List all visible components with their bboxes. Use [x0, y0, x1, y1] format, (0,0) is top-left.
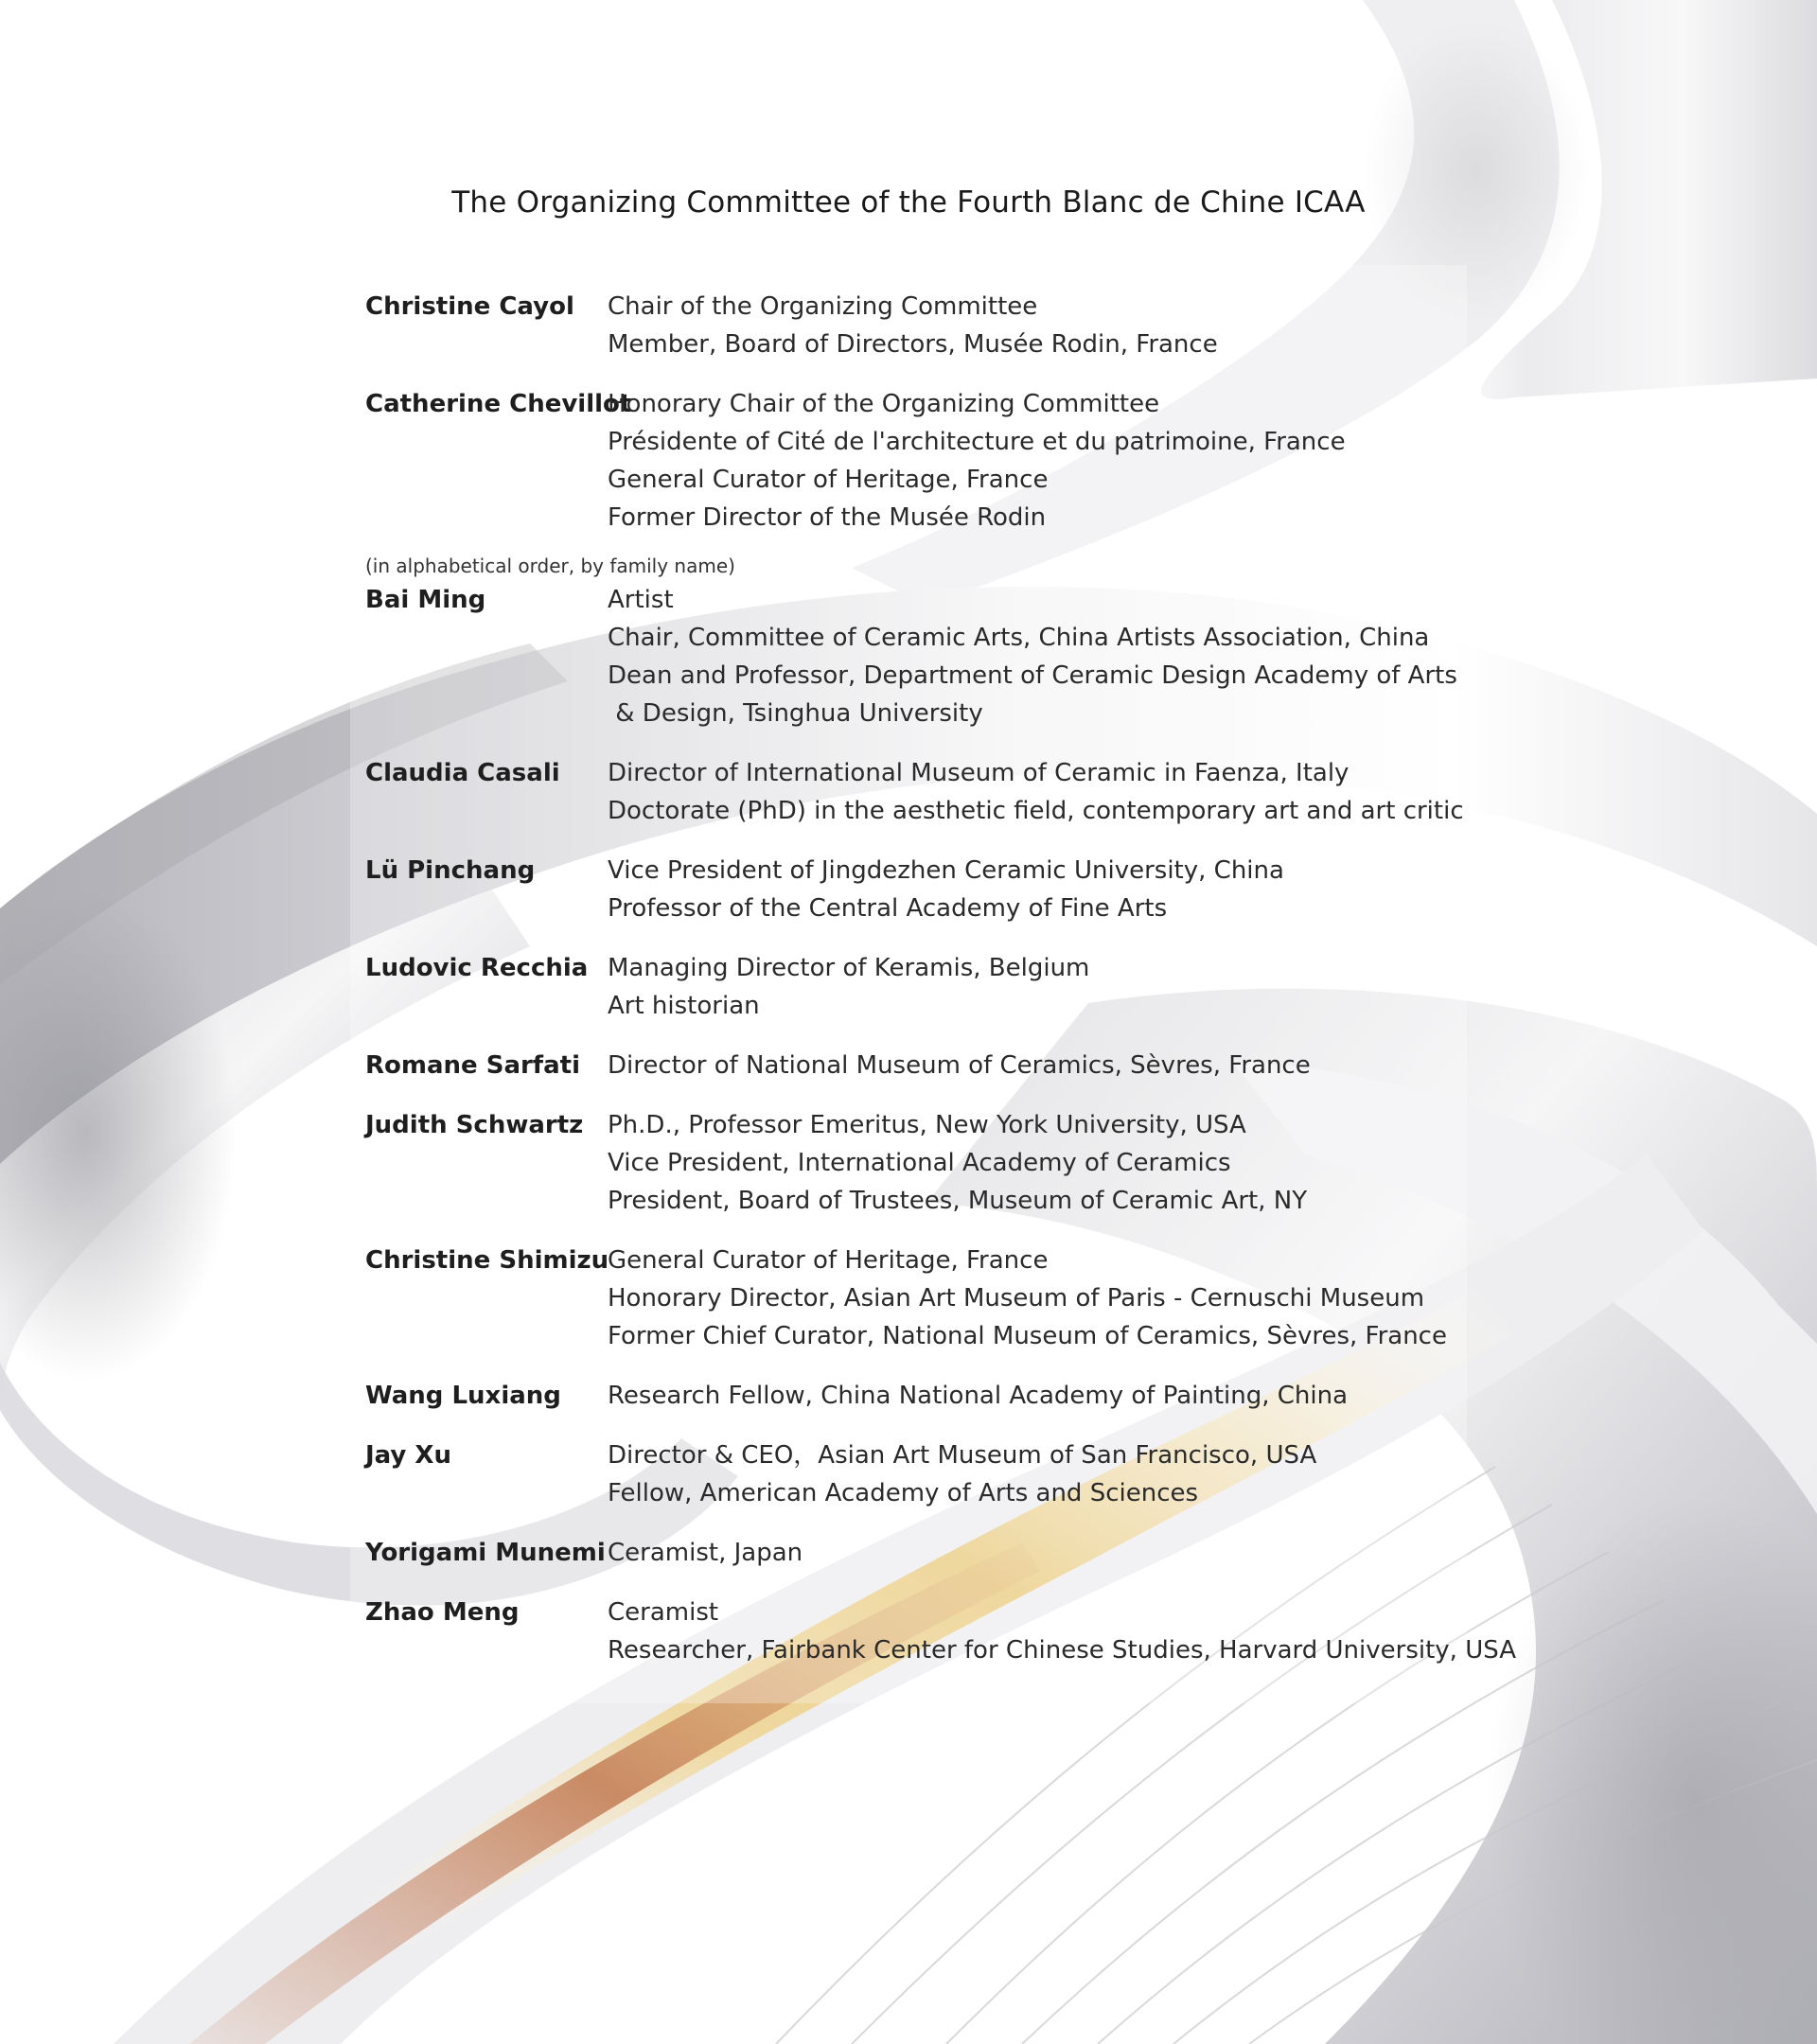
- member-roles: [608, 1242, 1539, 1355]
- member-role: Chair of the Organizing Committee: [608, 292, 1038, 321]
- page-title: The Organizing Committee of the Fourth Blanc de Chine ICAA: [451, 185, 1366, 220]
- member-role: Former Chief Curator, National Museum of Ceramics, Sèvres, France: [608, 1322, 1447, 1350]
- member-name: Zhao Meng: [365, 1598, 520, 1627]
- committee-entry-romane-sarfati: [365, 1047, 1539, 1084]
- member-name: Wang Luxiang: [365, 1382, 561, 1410]
- committee-entry-yorigami-munemi: [365, 1534, 1539, 1572]
- member-role: & Design, Tsinghua University: [608, 699, 983, 728]
- member-role: Managing Director of Keramis, Belgium: [608, 954, 1090, 982]
- committee-entry-jay-xu: [365, 1436, 1539, 1512]
- member-name: Christine Shimizu: [365, 1246, 609, 1275]
- member-name: Christine Cayol: [365, 292, 574, 321]
- member-roles: [608, 288, 1539, 363]
- member-name: Romane Sarfati: [365, 1051, 581, 1080]
- member-role: Dean and Professor, Department of Ceramic Design Academy of Arts: [608, 661, 1457, 690]
- committee-entry-bai-ming: [365, 581, 1539, 732]
- member-name: Yorigami Munemi: [365, 1539, 606, 1567]
- member-role: Ceramist, Japan: [608, 1539, 803, 1567]
- member-role: Artist: [608, 586, 674, 614]
- member-role: Fellow, American Academy of Arts and Sciences: [608, 1479, 1199, 1507]
- member-role: Director of International Museum of Ceramic in Faenza, Italy: [608, 759, 1350, 787]
- member-role: Doctorate (PhD) in the aesthetic field, contemporary art and art critic: [608, 797, 1464, 825]
- committee-entry-wang-luxiang: [365, 1377, 1539, 1415]
- member-role: Director & CEO，Asian Art Museum of San Francisco, USA: [608, 1441, 1317, 1470]
- member-role: Présidente of Cité de l'architecture et du patrimoine, France: [608, 428, 1346, 456]
- member-roles: [608, 1106, 1539, 1220]
- member-role: Art historian: [608, 992, 760, 1020]
- member-role: Honorary Chair of the Organizing Committee: [608, 390, 1160, 418]
- member-roles: [608, 385, 1539, 537]
- member-roles: [608, 581, 1539, 732]
- committee-entry-catherine-chevillot: [365, 385, 1539, 537]
- member-roles: [608, 1436, 1539, 1512]
- committee-entry-judith-schwartz: [365, 1106, 1539, 1220]
- committee-entry-zhao-meng: [365, 1594, 1539, 1669]
- member-name: Bai Ming: [365, 586, 486, 614]
- member-name: Lü Pinchang: [365, 856, 536, 885]
- member-role: Honorary Director, Asian Art Museum of Paris - Cernuschi Museum: [608, 1284, 1425, 1313]
- member-roles: [608, 852, 1539, 927]
- member-role: Vice President of Jingdezhen Ceramic University, China: [608, 856, 1284, 885]
- member-roles: [608, 754, 1539, 830]
- member-roles: [608, 1594, 1539, 1669]
- committee-entry-claudia-casali: [365, 754, 1539, 830]
- committee-entry-christine-cayol: [365, 288, 1539, 363]
- committee-list: [365, 288, 1539, 1691]
- ordering-note: (in alphabetical order, by family name): [365, 555, 735, 577]
- member-name: Catherine Chevillot: [365, 390, 632, 418]
- committee-entry-lu-pinchang: [365, 852, 1539, 927]
- member-role: Ceramist: [608, 1598, 719, 1627]
- member-role: Chair, Committee of Ceramic Arts, China Artists Association, China: [608, 624, 1430, 652]
- member-role: Former Director of the Musée Rodin: [608, 503, 1047, 532]
- member-role: General Curator of Heritage, France: [608, 466, 1049, 494]
- member-role: President, Board of Trustees, Museum of Ceramic Art, NY: [608, 1187, 1308, 1215]
- member-role: Professor of the Central Academy of Fine Arts: [608, 894, 1168, 923]
- member-role: Director of National Museum of Ceramics, Sèvres, France: [608, 1051, 1311, 1080]
- committee-entry-christine-shimizu: [365, 1242, 1539, 1355]
- member-role: Member, Board of Directors, Musée Rodin, France: [608, 330, 1218, 359]
- committee-entry-ludovic-recchia: [365, 949, 1539, 1025]
- member-role: Ph.D., Professor Emeritus, New York University, USA: [608, 1111, 1246, 1139]
- member-name: Claudia Casali: [365, 759, 560, 787]
- member-name: Jay Xu: [365, 1441, 451, 1470]
- member-roles: [608, 1534, 1539, 1572]
- member-role: Researcher, Fairbank Center for Chinese Studies, Harvard University, USA: [608, 1636, 1517, 1665]
- member-role: Vice President, International Academy of Ceramics: [608, 1149, 1231, 1177]
- member-role: Research Fellow, China National Academy of Painting, China: [608, 1382, 1349, 1410]
- member-roles: [608, 1047, 1539, 1084]
- member-roles: [608, 1377, 1539, 1415]
- member-role: General Curator of Heritage, France: [608, 1246, 1049, 1275]
- member-name: Ludovic Recchia: [365, 954, 589, 982]
- member-name: Judith Schwartz: [365, 1111, 584, 1139]
- member-roles: [608, 949, 1539, 1025]
